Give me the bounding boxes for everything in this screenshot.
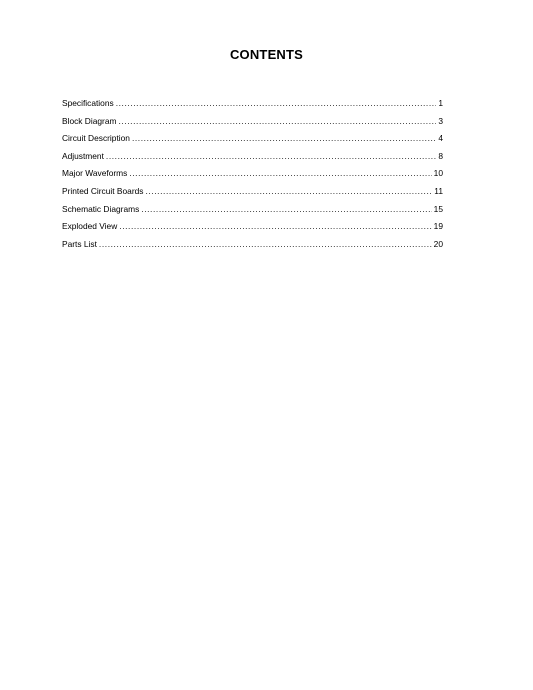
dot-leader [145, 186, 432, 196]
toc-entry-exploded-view [62, 221, 443, 239]
dot-leader [119, 221, 431, 231]
toc-entry-page-number: 8 [438, 150, 443, 161]
dot-leader [141, 204, 431, 214]
toc-entry-label: Adjustment [62, 150, 104, 161]
page-title: CONTENTS [229, 47, 304, 62]
toc-entry-page-number: 19 [433, 221, 443, 232]
toc-entry-page-number: 20 [433, 238, 443, 249]
toc-entry-label: Specifications [62, 98, 114, 108]
toc-entry-adjustment [62, 151, 443, 169]
toc-entry-label: Schematic Diagrams [62, 203, 140, 214]
toc-entry-schematic-diagrams [62, 204, 443, 222]
toc-entry-page-number: 10 [433, 168, 443, 179]
dot-leader [118, 116, 436, 126]
toc-entry-page-number: 15 [433, 203, 443, 214]
dot-leader [99, 239, 432, 249]
toc-entry-major-waveforms [62, 168, 443, 186]
toc-entry-parts-list [62, 239, 443, 257]
toc-entry-specifications [62, 98, 443, 116]
dot-leader [116, 98, 437, 108]
toc-entry-circuit-description [62, 133, 443, 151]
toc-entry-label: Exploded View [62, 221, 118, 232]
toc-entry-label: Printed Circuit Boards [62, 185, 144, 196]
dot-leader [132, 133, 436, 143]
toc-entry-label: Block Diagram [62, 115, 117, 126]
toc-entry-block-diagram [62, 116, 443, 134]
toc-entry-page-number: 1 [438, 98, 443, 108]
dot-leader [106, 151, 436, 161]
toc-entry-page-number: 4 [438, 133, 443, 144]
toc-entry-printed-circuit-boards [62, 186, 443, 204]
dot-leader [129, 168, 431, 178]
toc-entry-label: Parts List [62, 238, 97, 249]
toc-entry-label: Circuit Description [62, 133, 130, 144]
toc-entry-page-number: 11 [434, 185, 443, 196]
table-of-contents [62, 98, 443, 256]
toc-entry-page-number: 3 [438, 115, 443, 126]
toc-entry-label: Major Waveforms [62, 168, 128, 179]
